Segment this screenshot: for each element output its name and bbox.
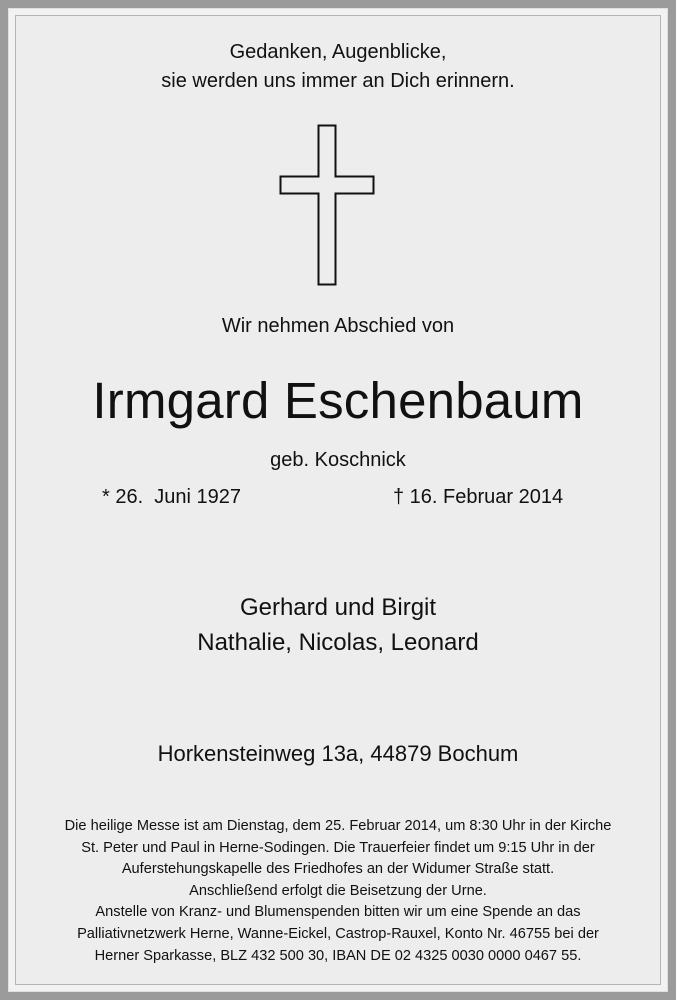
mourners-line-2: Nathalie, Nicolas, Leonard (197, 629, 479, 656)
notice-line: Palliativnetzwerk Herne, Wanne-Eickel, Castrop-Rauxel, Konto Nr. 46755 bei der (77, 925, 599, 942)
family-address: Horkensteinweg 13a, 44879 Bochum (157, 741, 519, 766)
notice-line: St. Peter und Paul in Herne-Sodingen. Die Trauerfeier findet um 9:15 Uhr in der (81, 839, 595, 856)
birth-date: * 26. Juni 1927 (102, 486, 241, 508)
maiden-name: geb. Koschnick (270, 449, 406, 471)
farewell-intro: Wir nehmen Abschied von (221, 315, 455, 337)
notice-line: Anschließend erfolgt die Beisetzung der Urne. (189, 882, 487, 899)
mourners-line-1: Gerhard und Birgit (239, 594, 437, 621)
deceased-name: Irmgard Eschenbaum (92, 372, 584, 429)
obituary-notice (15, 15, 661, 985)
death-date: † 16. Februar 2014 (393, 486, 564, 508)
notice-line: Die heilige Messe ist am Dienstag, dem 25. Februar 2014, um 8:30 Uhr in der Kirche (64, 818, 612, 834)
notice-line: Anstelle von Kranz- und Blumenspenden bitten wir um eine Spende an das (95, 904, 581, 921)
notice-line: Herner Sparkasse, BLZ 432 500 30, IBAN DE 02 4325 0030 0000 0467 55. (94, 947, 582, 964)
motto-line-2: sie werden uns immer an Dich erinnern. (161, 70, 515, 92)
notice-line: Auferstehungskapelle des Friedhofes an der Widumer Straße statt. (121, 861, 555, 878)
cross-icon (279, 124, 375, 286)
mourners (16, 590, 660, 660)
memorial-motto (16, 38, 660, 96)
motto-line-1: Gedanken, Augenblicke, (229, 41, 447, 63)
service-notice (16, 816, 660, 967)
